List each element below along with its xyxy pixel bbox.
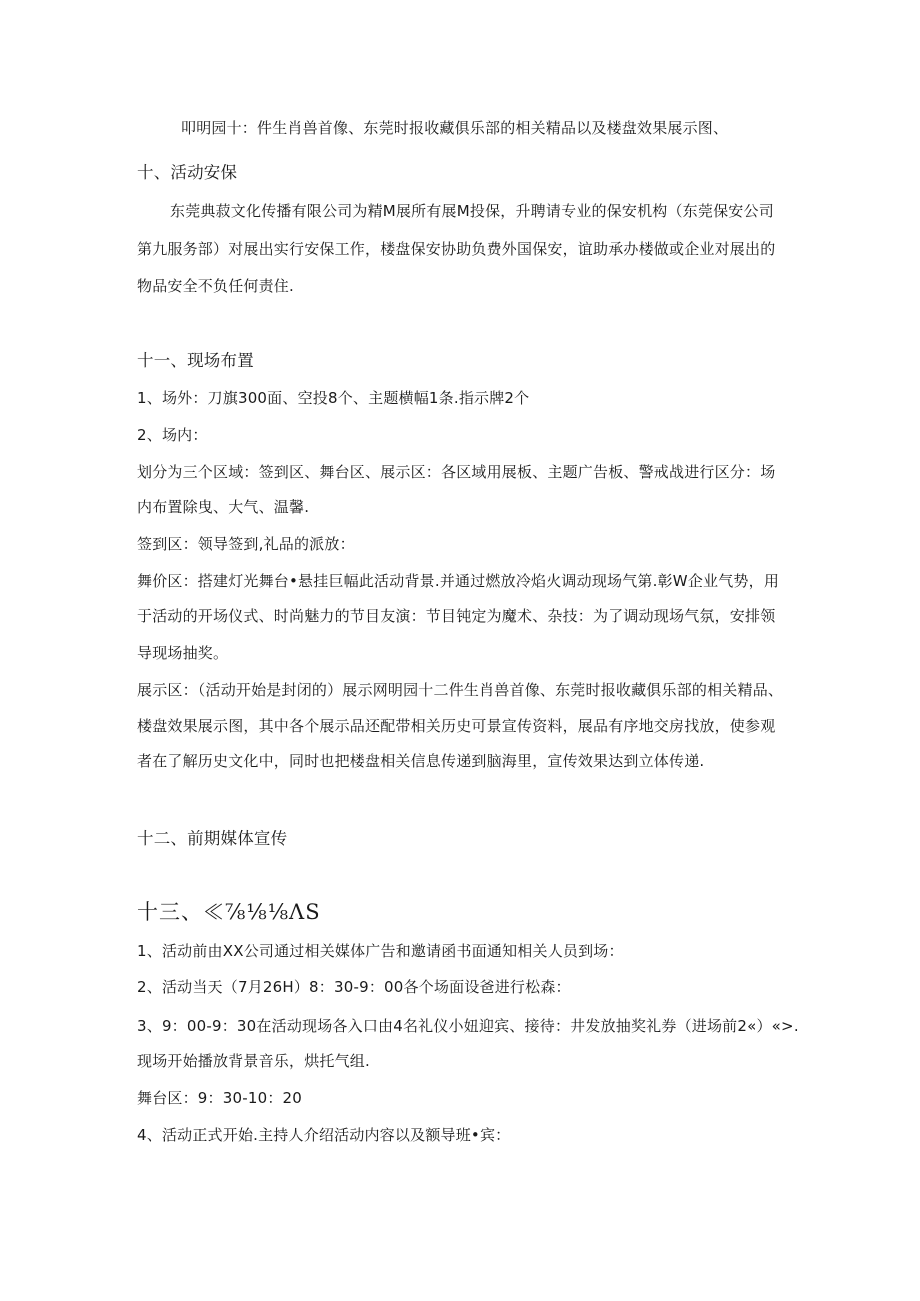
- display-zone-line: 展示区：（活动开始是封闭的）展示网明园十二件生肖兽首像、东莞时报收藏俱乐部的相关精品、: [137, 681, 784, 699]
- display-zone-line: 者在了解历史文化中，同时也把楼盘相关信息传递到脑海里，宣传效果达到立体传递.: [137, 752, 705, 770]
- display-zone-line: 楼盘效果展示图，其中各个展示品还配带相关历史可景宣传资料，展品有序地交房找放，使参观: [137, 717, 776, 735]
- zones-line: 划分为三个区域：签到区、舞台区、展示区：各区域用展板、主题广告板、警戒战进行区分：场: [137, 463, 776, 481]
- section-11-item-1: 1、场外：刀旗300面、空投8个、主题横幅1条.指示牌2个: [137, 389, 530, 407]
- section-13-item-2: 2、活动当天（7月26H）8：30-9：00各个场面设爸进行松森：: [137, 978, 571, 996]
- section-10-paragraph-line: 第九服务部）对展出实行安保工作，楼盘保安协助负费外国保安，谊助承办楼做或企业对展出的: [137, 240, 776, 258]
- section-11-item-2: 2、场内：: [137, 426, 208, 444]
- stage-zone-line: 导现场抽奖。: [137, 644, 229, 662]
- section-13-heading: 十三、≪⅞⅛⅛ΛS: [137, 900, 321, 924]
- section-10-paragraph-line: 东莞典菽文化传播有限公司为精M展所有展M投保，升聘请专业的保安机构（东莞保安公司: [170, 202, 774, 220]
- intro-line: 叩明园十：件生肖兽首像、东莞时报收藏俱乐部的相关精品以及楼盘效果展示图、: [181, 119, 729, 137]
- section-12-heading: 十二、前期媒体宣传: [137, 829, 288, 848]
- zones-line: 内布置除曳、大气、温馨.: [137, 498, 310, 516]
- section-13-item-3: 3、9：00-9：30在活动现场各入口由4名礼仪小妞迎宾、接待：井发放抽奖礼券（进场前2«）«>.: [137, 1017, 799, 1035]
- stage-time-line: 舞台区：9：30-10：20: [137, 1089, 303, 1107]
- section-10-heading: 十、活动安保: [137, 163, 238, 182]
- section-13-item-1: 1、活动前由XX公司通过相关媒体广告和邀请函书面通知相关人员到场：: [137, 942, 624, 960]
- section-10-paragraph-line: 物品安全不负任何责住.: [137, 277, 294, 295]
- section-13-item-4: 4、活动正式开始.主持人介绍活动内容以及额导班•宾：: [137, 1126, 511, 1144]
- section-11-heading: 十一、现场布置: [137, 351, 254, 370]
- section-13-item-3-cont: 现场开始播放背景音乐，烘托气组.: [137, 1052, 370, 1070]
- stage-zone-line: 于活动的开场仪式、时尚魅力的节目友演：节目钝定为魔术、杂技：为了调动现场气氛，安排领: [137, 607, 776, 625]
- checkin-zone-line: 签到区：领导签到,礼品的派放：: [137, 535, 355, 553]
- stage-zone-line: 舞价区：搭建灯光舞台•悬挂巨幅此活动背景.并通过燃放冷焰火调动现场气第.彰W企业气势，用: [137, 572, 780, 590]
